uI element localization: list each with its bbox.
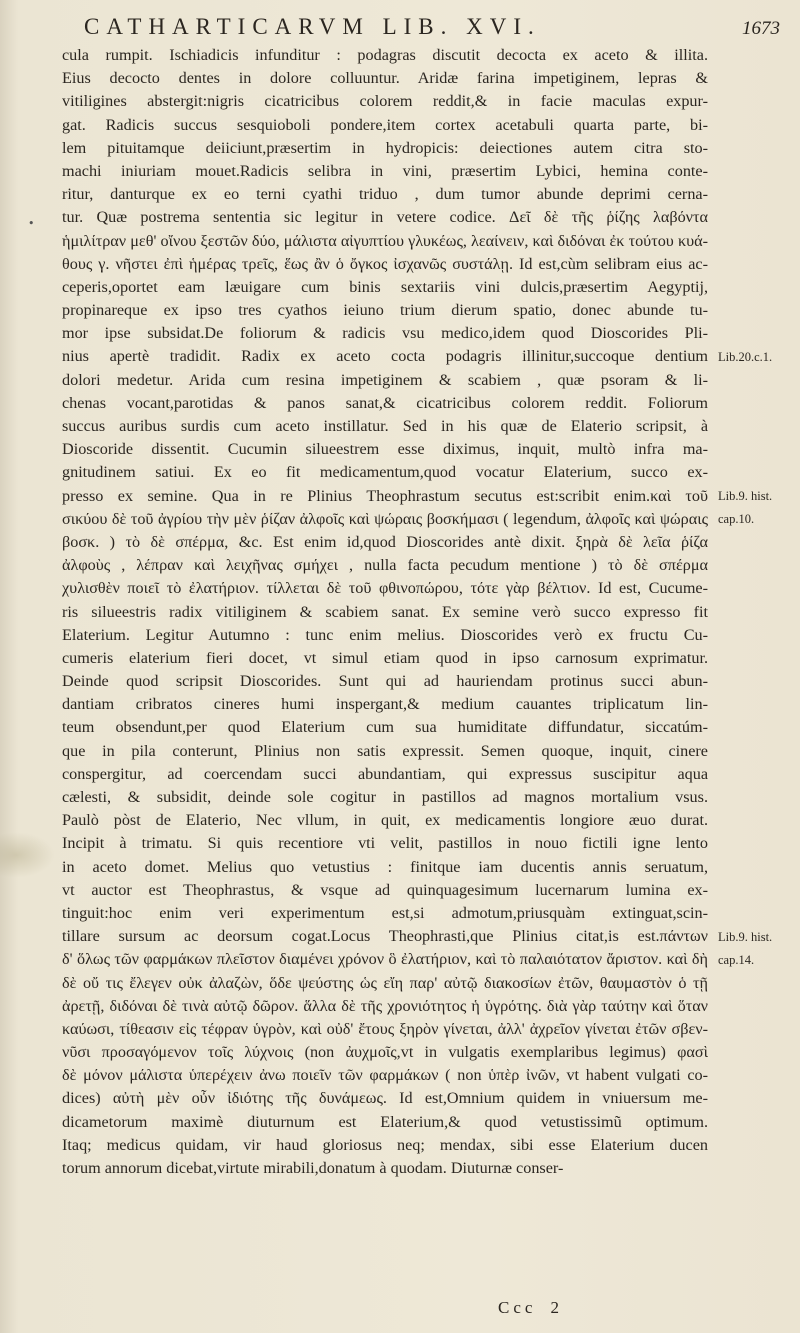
text-line: Paulò pòst de Elaterio, Nec vllum, in quit, ex medicamentis longiore æuo durat. [62,811,708,830]
page-header [70,14,780,48]
text-line: dicametorum maximè diuturnum est Elaterium,& quod vetustissimũ optimum. [62,1112,708,1131]
text-line: in aceto domet. Melius quo vetustius : finitque iam ducentis annis seruatum, [62,857,708,876]
text-line: nius apertè tradidit. Radix ex aceto cocta podagris illinitur,succoque dentium [62,347,708,366]
text-line: δὲ οὔ τις ἔλεγεν οὐκ ἀλαζὼν, ὅδε ψεύστης ὡς εἴη παρ' αὐτῷ διακοσίων ἐτῶν, θαυμαστὸν ὁ τῇ [62,973,708,992]
text-line: propinareque ex ipso tres cyathos ieiuno trium dierum spatio, donec abunde tu- [62,301,708,320]
text-line: cumeris elaterium fieri docet, vt simul etiam quod in ipso carnosum exprimatur. [62,648,708,667]
ink-stain [0,832,55,878]
text-line: χυλισθὲν ποιεῖ τὸ ἐλατήριον. τίλλεται δὲ τοῦ φθινοπώρου, τότε γὰρ βέλτιον. Id est, Cucume- [62,579,708,598]
signature-number: 2 [550,1298,563,1317]
text-line: gat. Radicis succus sesquioboli pondere,item cortex acetabuli quarta parte, bi- [62,115,708,134]
text-line: σικύου δὲ τοῦ ἀγρίου τὴν μὲν ῥίζαν ἀλφοῖς καὶ ψώραις βοσκήμασι ( legendum, ἀλφοῖς καὶ ψώραις [62,509,708,528]
text-line: Incipit à trimatu. Si quis recentiore vti velit, pastillos in nouo fictili igne lento [62,834,708,853]
text-line: tillare sursum ac deorsum cogat.Locus Theophrasti,que Plinius citat,is est.πάντων [62,927,708,946]
text-line: mor ipse subsidat.De foliorum & radicis vsu medico,idem quod Dioscorides Pli- [62,324,708,343]
main-text-column [62,44,708,1180]
text-line: ἀλφοὺς , λέπραν καὶ λειχῆνας σμήχει , nulla facta pecudum mentione ) τὸ δὲ σπέρμα [62,556,708,575]
text-line: dolori medetur. Arida cum resina impetiginem & scabiem , quæ psoram & li- [62,370,708,389]
text-line: θους γ. νῆστει ἐπὶ ἡμέρας τρεῖς, ἕως ἂν ὁ ὄγκος ἰσχανῶς συστάλῃ. Id est,cùm selibram eius ac- [62,254,708,273]
text-line: dices) αὐτὴ μὲν οὖν ἰδιότης τῆς δυνάμεως. Id est,Omnium quidem in vniuersum me- [62,1089,708,1108]
margin-note: Lib.20.c.1. [718,349,773,364]
text-line: succus auribus surdis cum aceto instillatur. Sed in his quæ de Elaterio scripsit, à [62,417,708,435]
text-line: Deinde quod scripsit Dioscorides. Sunt qui ad hauriendam protinus succi abun- [62,672,708,691]
margin-note: Lib.9. hist. [718,488,773,503]
text-line: Elaterium. Legitur Autumno : tunc enim melius. Dioscorides verò ex fructu Cu- [62,625,708,644]
catchword [498,1298,658,1318]
text-line: βοσκ. ) τὸ δὲ σπέρμα, &c. Est enim id,quod Dioscorides antè dixit. ξηρὰ δὲ λεῖα ῥίζα [62,532,708,551]
text-line: ris silueestris radix vitiliginem & scabiem sanat. Ex semine verò succo expresso fit [62,602,708,621]
text-line: torum annorum dicebat,virtute mirabili,donatum à quodam. Diuturnæ conser- [62,1159,564,1177]
text-line: ritur, danturque ex eo terni cyathi triduo , dum tumor abunde deprimi cerna- [62,185,708,204]
text-line: ceperis,oportet eam læuigare cum binis sextariis vini dulcis,præsertim Aegyptij, [62,277,708,296]
text-line: νῦσι προσαγόμενον τοῖς λύχνοις (non ἀυχμοῖς,vt in vulgatis exemplaribus legimus) φασὶ [62,1043,708,1062]
margin-note: cap.14. [718,952,755,967]
text-line: tinguit:hoc enim veri experimentum est,si admotum,priusquàm extinguat,scin- [62,903,708,922]
page-number: 1673 [742,18,780,39]
running-title: CATHARTICARVM LIB. XVI. [84,14,541,39]
text-line: Eius decocto dentes in dolore colluuntur. Aridæ farina impetiginem, lepras & [62,69,708,88]
text-line: presso ex semine. Qua in re Plinius Theophrastum secutus est:scribit enim.καὶ τοῦ [62,486,708,505]
text-line: conspergitur, ad coercendam succi abundantiam, qui expressus suscipitur aqua [62,764,708,783]
text-line: lem pituitamque deiiciunt,præsertim in hydropicis: deiectiones autem citra sto- [62,138,708,157]
asterisk-mark: • [28,217,35,230]
text-line: cula rumpit. Ischiadicis infunditur : podagras discutit decocta ex aceto & illita. [62,46,708,64]
text-line: ἀρετῇ, διδόναι δὲ τινὰ αὐτῷ δῶρον. ἅλλα δὲ τῆς χρονιότητος ἡ ὑγρότης. διὰ γὰρ ταύτην καὶ ὅταν [62,996,708,1015]
text-line: teum obsendunt,per quod Elaterium cum sua humiditate diffundatur, siccatúm- [62,718,708,737]
text-line: chenas vocant,parotidas & panos sanat,& cicatricibus colorem reddit. Foliorum [62,393,708,412]
text-line: καύωσι, τίθεασιν εἰς τέφραν ὑγρὸν, καὶ οὐδ' ἔτους ξηρὸν γίνεται, ἀλλ' ἀχρεῖον γίνεται ἐτῶν σβεν- [62,1019,708,1038]
text-line: machi iniuriam mouet.Radicis selibra in vini, præsertim Lybici, hemina conte- [62,161,708,180]
signature-mark: Ccc [498,1298,537,1317]
text-line: vt auctor est Theophrastus, & vsque ad quinquagesimum lucernarum lumina ex- [62,880,708,899]
text-line: δὲ μόνον μάλιστα ὑπερέχειν ἀνω ποιεῖν τῶν φαρμάκων ( non ὑπὲρ ἰνῶν, vt habent vulgati co- [62,1066,708,1085]
text-line: Itaq; medicus quidam, vir haud gloriosus neq; mendax, sibi esse Elaterium ducen [62,1135,708,1154]
text-line: ἡμιλίτραν μεθ' οἴνου ξεστῶν δύο, μάλιστα αἰγυπτίου γλυκέως, λεαίνειν, καὶ διδόναι ἐκ τούτου κυά- [62,231,708,250]
margin-note: Lib.9. hist. [718,929,773,944]
text-line: dantiam cribratos cineres humi inspergant,& medium cauantes triplicatum lin- [62,695,708,714]
text-line: vitiligines abstergit:nigris cicatricibus colorem reddit,& in facie maculas expur- [62,92,708,111]
text-line: tur. Quæ postrema sententia sic legitur in vetere codice. Δεῖ δὲ τῆς ῥίζης λαβόντα [62,208,708,227]
text-line: Dioscoride dissentit. Cucumin silueestrem esse diximus, inquit, multò infra ma- [62,440,708,459]
text-line: δ' ὅλως τῶν φαρμάκων πλεῖστον διαμένει χρόνον ὃ ἐλατήριον, καὶ τὸ παλαιότατον ἄριστον. καὶ δὴ [62,950,708,969]
text-line: gnitudinem satiui. Ex eo fit medicamentum,quod vocatur Elaterium, succo ex- [62,463,708,482]
margin-note: cap.10. [718,512,755,526]
text-line: cælesti, & subsidit, deinde sole cogitur in pastillos ad magnos mortalium vsus. [62,788,708,806]
text-line: que in pila conterunt, Plinius non satis expressit. Semen quoque, inquit, cinere [62,741,708,760]
